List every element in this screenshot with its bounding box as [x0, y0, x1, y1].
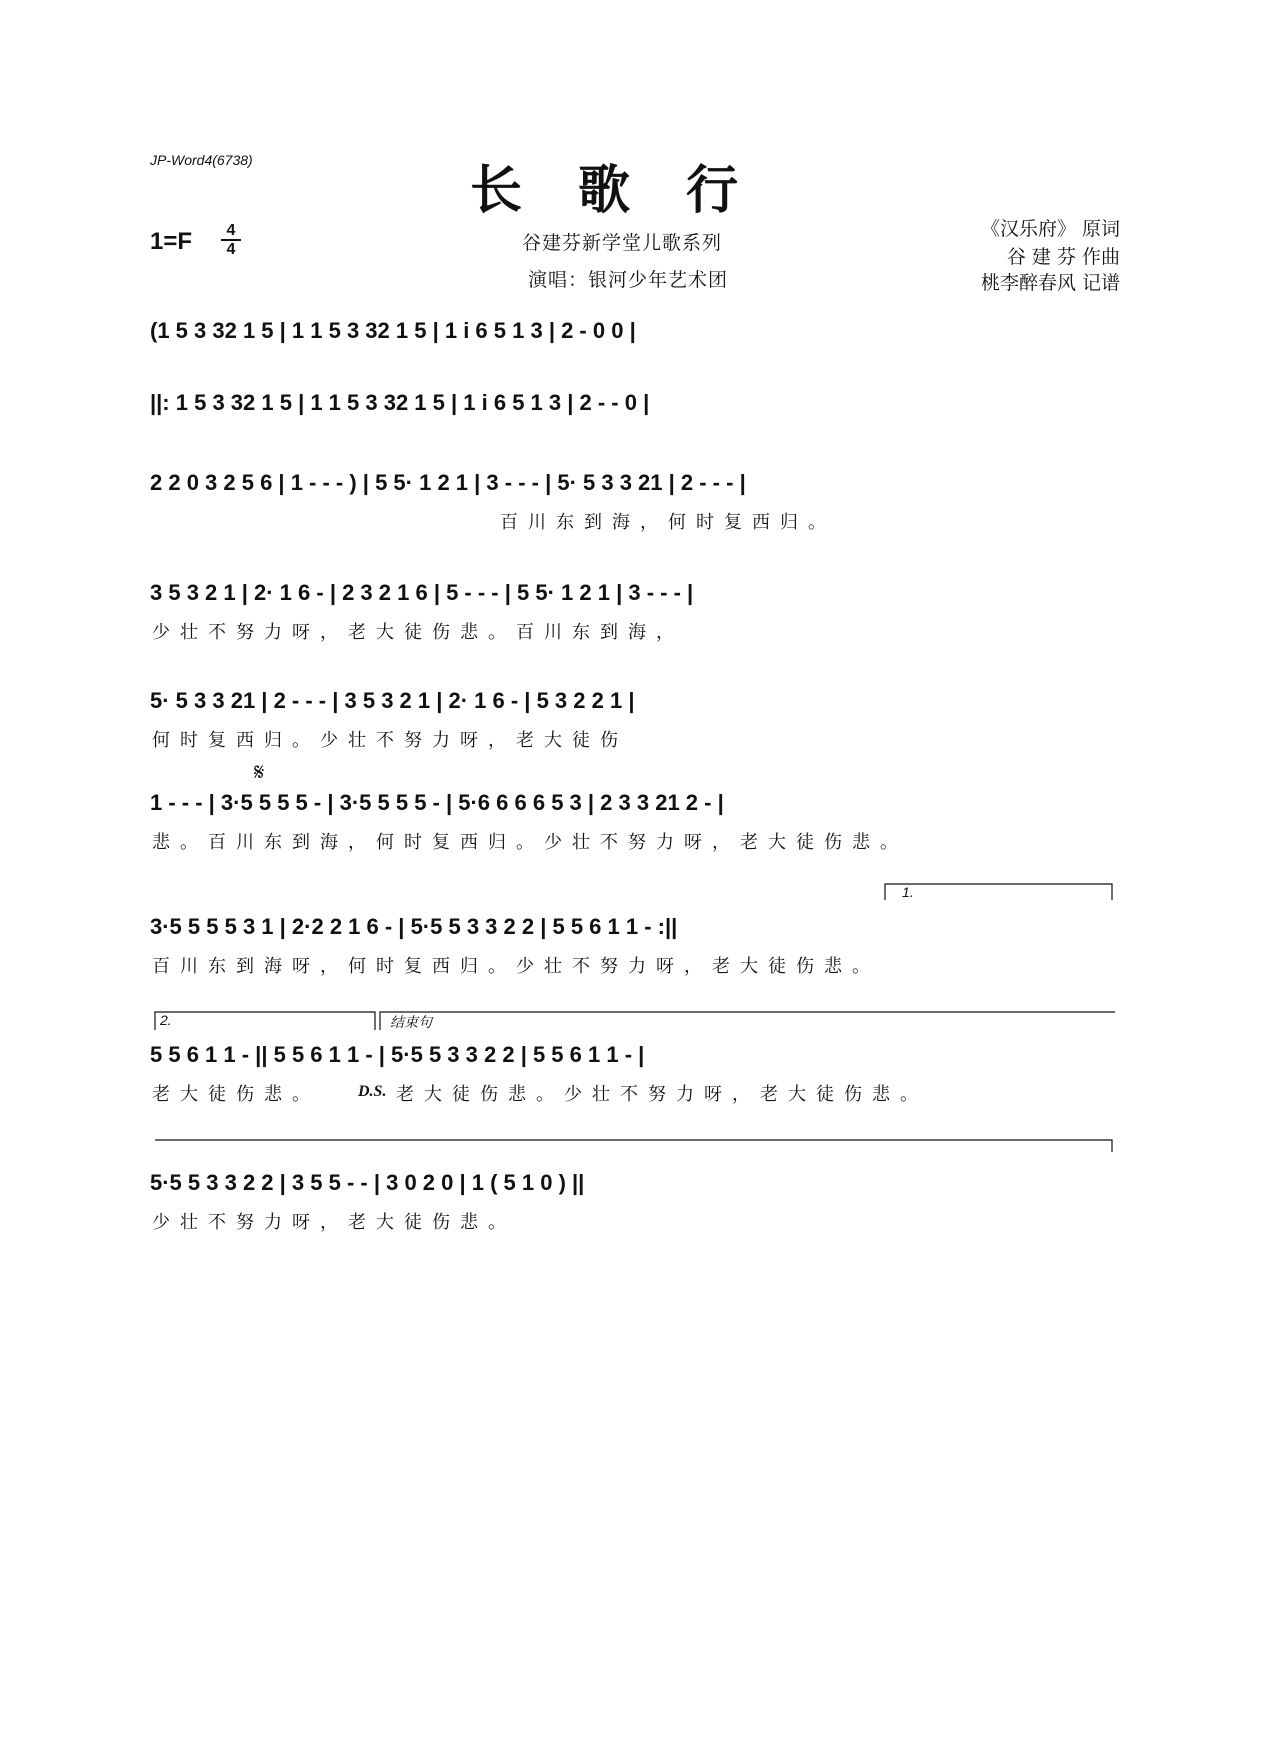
- volta-1-label: 1.: [902, 884, 914, 900]
- credit-lyrics: 《汉乐府》 原词: [980, 218, 1120, 240]
- credit-transcriber: 桃李醉春风 记谱: [980, 272, 1120, 294]
- lyrics-row-3: 百川东到海，何时复西归。: [500, 512, 836, 533]
- lyrics-row-8b: 老大徒伤悲。少壮不努力呀，老大徒伤悲。: [396, 1084, 928, 1105]
- score-row-2: ||: 1 5 3 32 1 5 | 1 1 5 3 32 1 5 | 1 i 6 5 1 3 | 2 - - 0 |: [150, 390, 650, 415]
- lyrics-row-7: 百川东到海呀，何时复西归。少壮不努力呀，老大徒伤悲。: [152, 956, 880, 977]
- ending-bracket: [380, 1012, 1115, 1030]
- time-bottom: 4: [221, 239, 241, 258]
- credit-music: 谷 建 芬 作曲: [1006, 246, 1120, 268]
- segno-sign: 𝄋: [254, 758, 265, 786]
- score-row-5: 5· 5 3 3 21 | 2 - - - | 3 5 3 2 1 | 2· 1 6 - | 5 3 2 2 1 |: [150, 688, 635, 713]
- volta-1-bracket: [885, 884, 1112, 900]
- score-row-7: 3·5 5 5 5 3 1 | 2·2 2 1 6 - | 5·5 5 3 3 2 2 | 5 5 6 1 1 - :||: [150, 914, 678, 939]
- ending-continuation-bracket: [155, 1140, 1112, 1152]
- key-signature: 1=F: [150, 228, 193, 255]
- score-row-3: 2 2 0 3 2 5 6 | 1 - - - ) | 5 5· 1 2 1 | 3 - - - | 5· 5 3 3 21 | 2 - - - |: [150, 470, 746, 495]
- time-top: 4: [226, 222, 236, 239]
- lyrics-row-5: 何时复西归。少壮不努力呀，老大徒伤: [152, 730, 628, 751]
- series-subtitle: 谷建芬新学堂儿歌系列: [522, 232, 723, 254]
- performer-line: 演唱：银河少年艺术团: [528, 269, 729, 291]
- lyrics-row-9: 少壮不努力呀，老大徒伤悲。: [152, 1212, 516, 1233]
- lyrics-row-6: 悲。百川东到海，何时复西归。少壮不努力呀，老大徒伤悲。: [152, 832, 908, 853]
- score-row-6: 1 - - - | 3·5 5 5 5 - | 3·5 5 5 5 - | 5·6 6 6 6 5 3 | 2 3 3 21 2 - |: [150, 790, 724, 815]
- score-row-4: 3 5 3 2 1 | 2· 1 6 - | 2 3 2 1 6 | 5 - - - | 5 5· 1 2 1 | 3 - - - |: [150, 580, 694, 605]
- volta-2-label: 2.: [160, 1012, 172, 1028]
- page-title: 长歌行: [470, 160, 795, 221]
- ending-label: 结束句: [390, 1014, 432, 1030]
- lyrics-row-8a: 老大徒伤悲。: [152, 1084, 320, 1105]
- volta-2-bracket: [155, 1012, 375, 1030]
- engine-label: JP-Word4(6738): [150, 152, 253, 168]
- score-row-9: 5·5 5 3 3 2 2 | 3 5 5 - - | 3 0 2 0 | 1 ( 5 1 0 ) ||: [150, 1170, 585, 1195]
- score-row-8: 5 5 6 1 1 - || 5 5 6 1 1 - | 5·5 5 3 3 2 2 | 5 5 6 1 1 - |: [150, 1042, 645, 1067]
- score-row-1: (1 5 3 32 1 5 | 1 1 5 3 32 1 5 | 1 i 6 5 1 3 | 2 - 0 0 |: [150, 318, 636, 343]
- lyrics-row-4: 少壮不努力呀，老大徒伤悲。百川东到海，: [152, 622, 684, 643]
- ds-marking: D.S.: [358, 1083, 387, 1100]
